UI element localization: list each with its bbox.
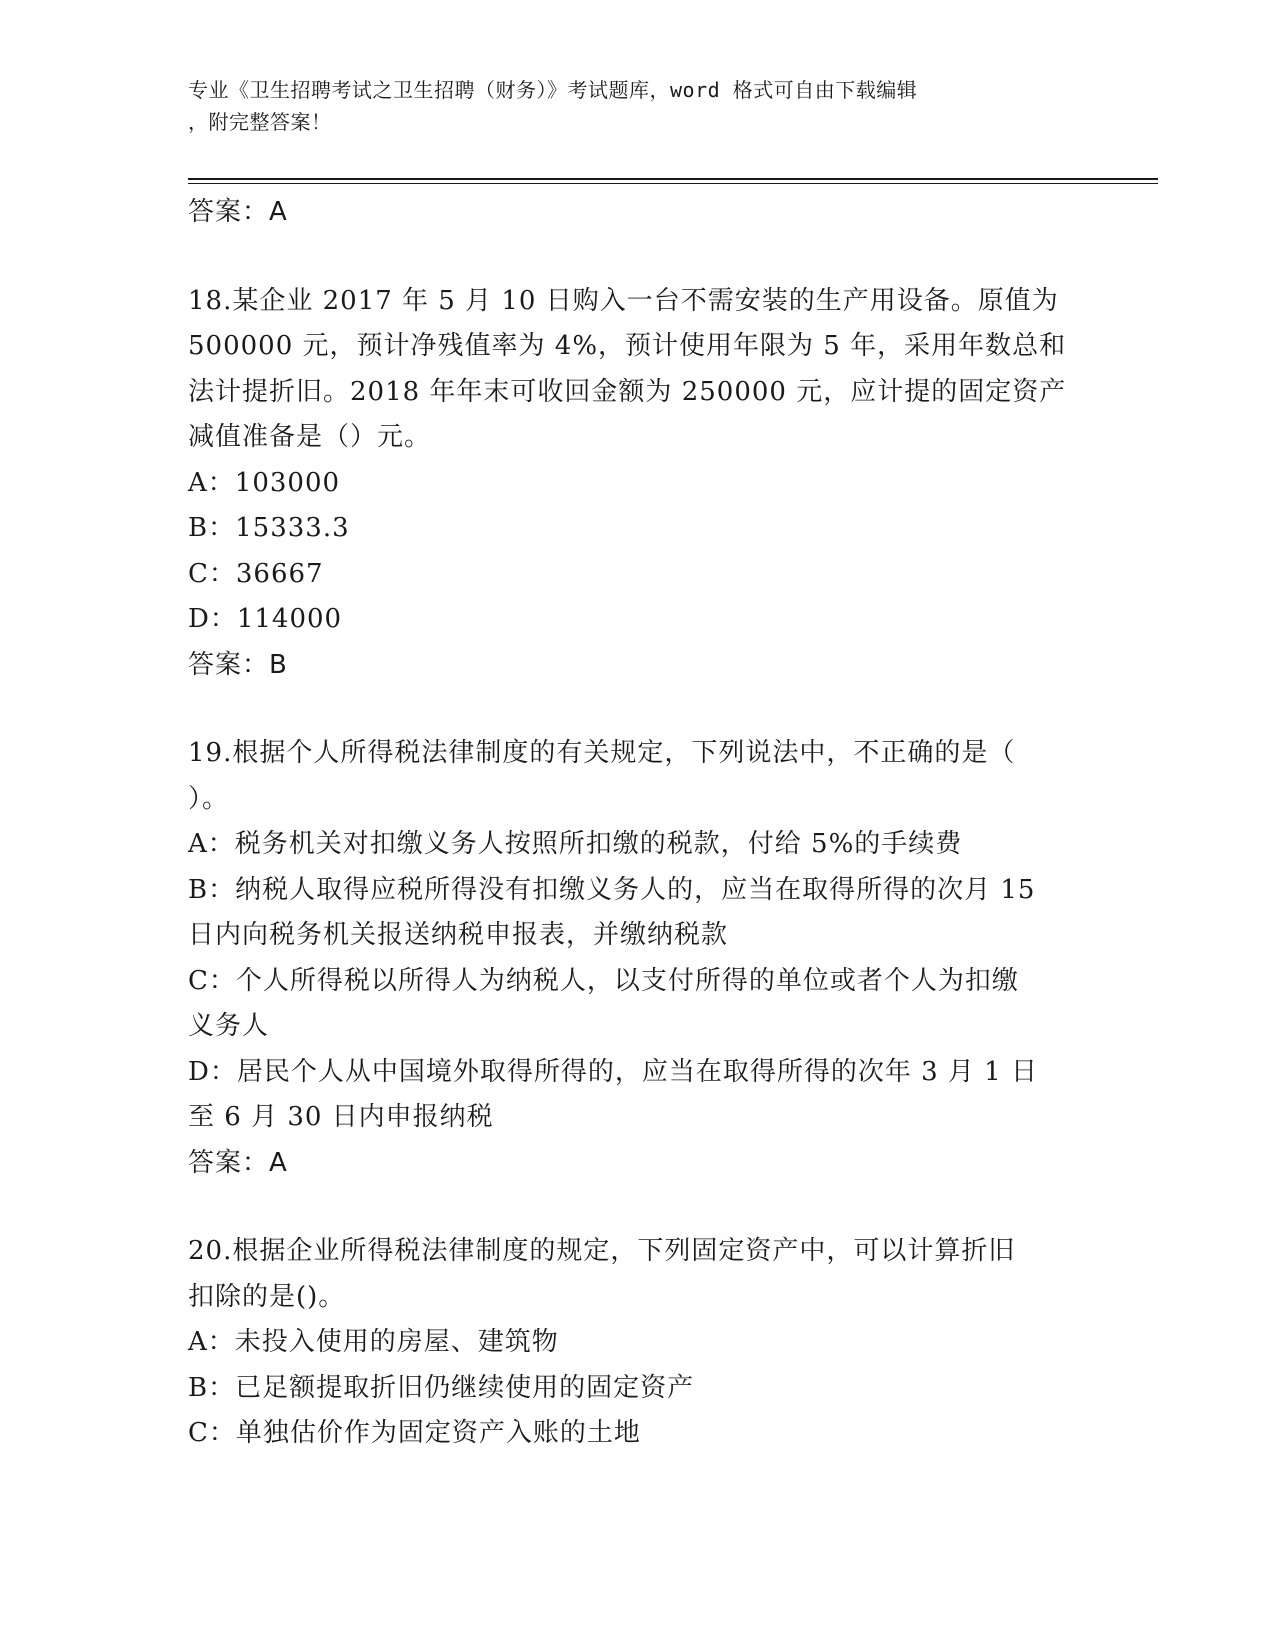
option-b: B：纳税人取得应税所得没有扣缴义务人的，应当在取得所得的次月 15	[188, 874, 1036, 905]
question-stem-line: 扣除的是()。	[188, 1281, 346, 1312]
answer-line: 答案：A	[188, 197, 288, 227]
spacer	[188, 236, 1088, 279]
option-c-continued: 义务人	[188, 1011, 270, 1041]
question-stem-line: 19.根据个人所得税法律制度的有关规定，下列说法中，不正确的是（	[188, 738, 1016, 768]
question-stem-line: ）。	[188, 783, 230, 814]
option-a: A：税务机关对扣缴义务人按照所扣缴的税款，付给 5%的手续费	[188, 829, 963, 859]
header-text-line-1: 专业《卫生招聘考试之卫生招聘（财务）》考试题库，word 格式可自由下载编辑	[188, 78, 918, 102]
page-header	[188, 74, 1088, 138]
option-c: C：个人所得税以所得人为纳税人，以支付所得的单位或者个人为扣缴	[188, 965, 1019, 996]
option-d: D：114000	[188, 604, 343, 634]
option-a: A：103000	[188, 467, 341, 498]
header-divider-thin	[188, 183, 1158, 184]
spacer	[188, 688, 1088, 731]
header-divider	[188, 178, 1158, 180]
option-b: B：15333.3	[188, 513, 350, 543]
option-d-continued: 至 6 月 30 日内申报纳税	[188, 1102, 494, 1132]
question-stem-line: 法计提折旧。2018 年年末可收回金额为 250000 元，应计提的固定资产	[188, 376, 1067, 407]
question-stem-line: 20.根据企业所得税法律制度的规定，下列固定资产中，可以计算折旧	[188, 1236, 1016, 1266]
question-block	[188, 731, 1088, 1186]
question-stem-line: 减值准备是（）元。	[188, 422, 432, 452]
answer-line: 答案：B	[188, 649, 288, 680]
option-b-continued: 日内向税务机关报送纳税申报表，并缴纳税款	[188, 920, 729, 950]
question-stem-line: 18.某企业 2017 年 5 月 10 日购入一台不需安装的生产用设备。原值为	[188, 285, 1059, 316]
spacer	[188, 1186, 1088, 1229]
question-block	[188, 279, 1088, 689]
option-c: C：单独估价作为固定资产入账的土地	[188, 1418, 641, 1448]
answer-line: 答案：A	[188, 1147, 288, 1178]
question-block	[188, 1229, 1088, 1457]
question-content	[188, 190, 1088, 1457]
option-b: B：已足额提取折旧仍继续使用的固定资产	[188, 1372, 695, 1403]
question-stem-line: 500000 元，预计净残值率为 4%，预计使用年限为 5 年，采用年数总和	[188, 331, 1067, 361]
option-d: D：居民个人从中国境外取得所得的，应当在取得所得的次年 3 月 1 日	[188, 1056, 1038, 1087]
option-a: A：未投入使用的房屋、建筑物	[188, 1327, 559, 1357]
option-c: C：36667	[188, 558, 324, 589]
header-text-line-2: ，附完整答案！	[188, 110, 332, 134]
